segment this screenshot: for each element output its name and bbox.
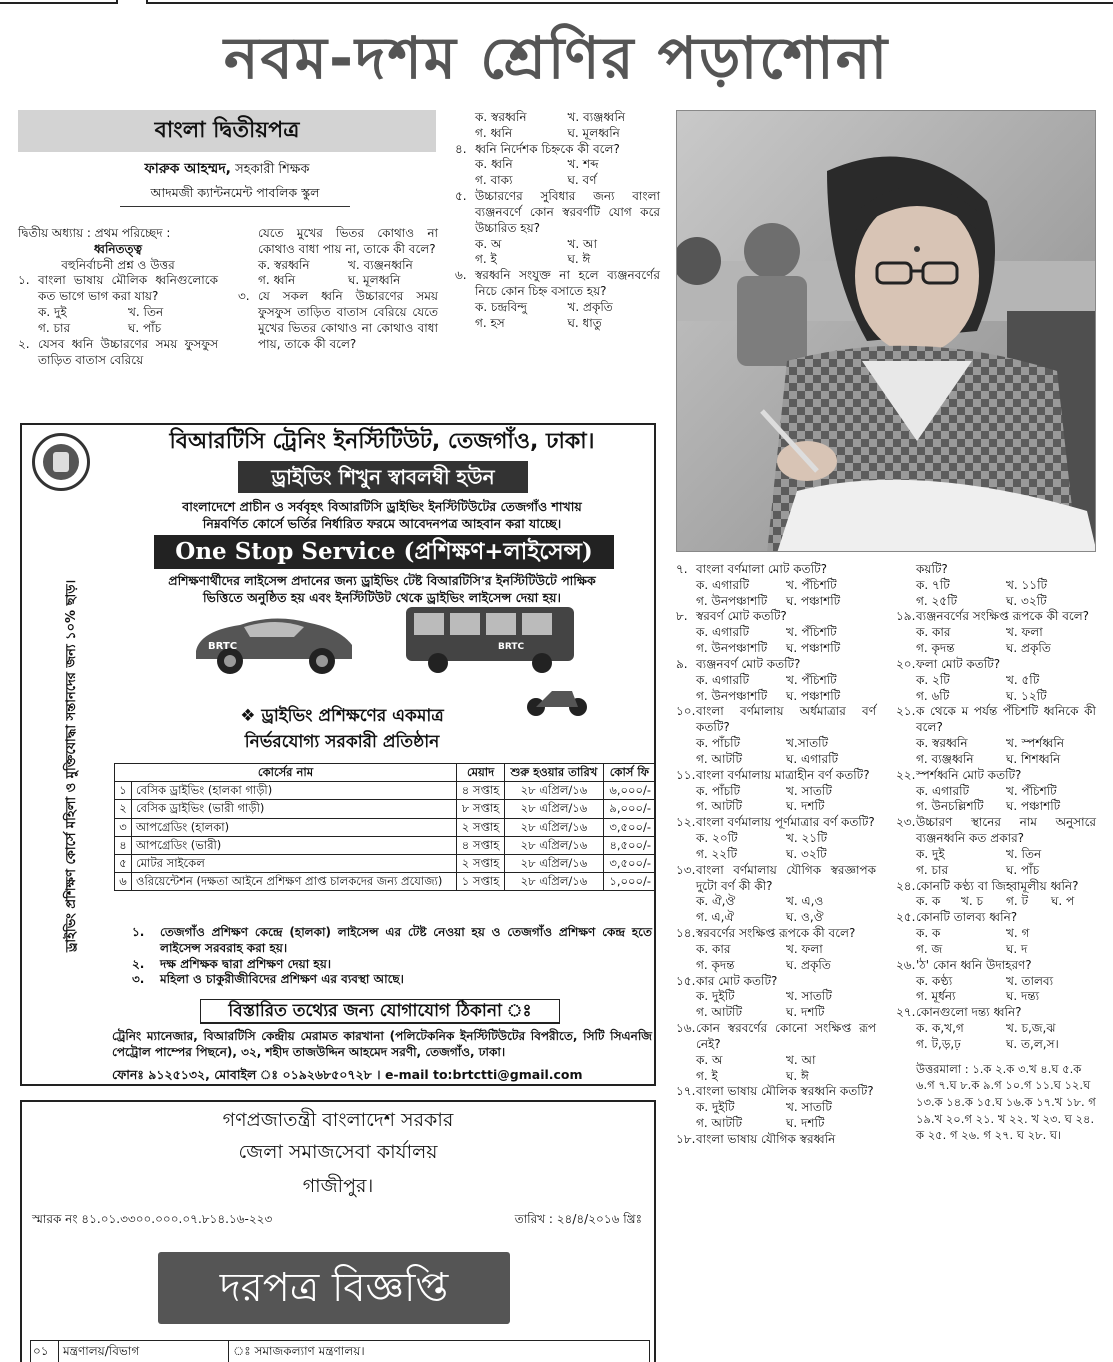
table-row — [115, 782, 656, 800]
question-number: ১৩. — [676, 862, 696, 877]
answer-option: গ. ই — [696, 1068, 718, 1083]
answer-option: ক. পাঁচটি — [696, 783, 741, 798]
answer-option: গ. চার — [38, 320, 71, 335]
answer-option: গ. আটটি — [696, 799, 743, 814]
answer-option: গ. ট — [1006, 894, 1029, 909]
course-start-date: ২৮ এপ্রিল/১৬ — [505, 800, 604, 818]
answer-option: ঘ. মূলধ্বনি — [567, 125, 620, 140]
answer-option: ঘ. ত,ল,স। — [1006, 1036, 1059, 1051]
question-number: ৮. — [676, 609, 688, 624]
question-text: উচ্চারণের সুবিধার জন্য বাংলা ব্যঞ্জনবর্ণে কোন স্বরবর্ণটি যোগ করে উচ্চারিত হয়? — [475, 189, 660, 235]
answer-option: গ. আটটি — [696, 751, 743, 766]
answer-option: ঘ. ঈ — [786, 1068, 809, 1083]
author-name: ফারুক আহম্মদ, — [144, 161, 231, 177]
answer-option: খ. চ — [961, 894, 983, 909]
question-text: কোনগুলো দন্ত্য ধ্বনি? — [916, 1005, 1022, 1020]
course-start-date: ২৮ এপ্রিল/১৬ — [505, 818, 604, 836]
course-name: ওরিয়েন্টেশন (দক্ষতা আইনে প্রশিক্ষণ প্রাপ্ত চালকদের জন্য প্রযোজ্য) — [131, 873, 456, 891]
question-text: স্বরবর্ণের সংক্ষিপ্ত রূপকে কী বলে? — [696, 926, 856, 941]
page-masthead: নবম-দশম শ্রেণির পড়াশোনা — [223, 24, 890, 92]
answer-option: গ. ব্যঞ্জধ্বনি — [916, 751, 974, 766]
answer-option: ঘ. পঞ্চাশটি — [1006, 799, 1061, 814]
table-row — [115, 818, 656, 836]
answer-option: খ. প্রকৃতি — [567, 299, 613, 314]
answer-option: গ. হস — [475, 315, 505, 330]
question-text: ক থেকে ম পর্যন্ত পঁচিশটি ধ্বনিকে কী বলে? — [916, 704, 1096, 735]
question-number: ২৫. — [896, 910, 916, 925]
author-school: আদমজী ক্যান্টনমেন্ট পাবলিক স্কুল — [120, 185, 350, 207]
answer-option: গ. এ,ঐ — [696, 910, 735, 925]
row-number: ৪ — [115, 836, 132, 854]
answer-option: ঘ. ৩২টি — [786, 846, 827, 861]
answer-option: ক. কার — [696, 941, 731, 956]
answer-option: ঘ. দ — [1006, 941, 1028, 956]
question-number: ১. — [18, 273, 30, 288]
question-item — [896, 910, 1096, 957]
answer-option: ক. এগারটি — [696, 577, 750, 592]
answer-key: উত্তরমালা : ১.ক ২.ক ৩.খ ৪.ঘ ৫.ক ৬.গ ৭.ঘ ৮.ক ৯.গ ১০.গ ১১.ঘ ১২.ঘ ১৩.ক ১৪.ক ১৫.ঘ ১৬.ক ১৭.খ ১৮. গ ১৯.খ ২০.গ ২১. খ ২২. খ ২৩. ঘ ২৪. ক ২৫. গ ২৬. গ ২৭. ঘ ২৮. ঘ। — [916, 1061, 1096, 1143]
question-number: ৭. — [676, 562, 688, 576]
answer-option: গ. উনপঞ্চাশটি — [696, 593, 768, 608]
question-number: ৫. — [455, 189, 467, 204]
answer-option: ঘ. প্রকৃতি — [786, 957, 831, 972]
reliable-line-1: ❖ ড্রাইভিং প্রশিক্ষণের একমাত্র — [240, 706, 444, 726]
answer-option: ক. দুইটি — [696, 989, 735, 1004]
answer-option: গ. মূর্ধন্য — [916, 989, 956, 1004]
notice-date: তারিখ : ২৪/৪/২০১৬ খ্রিঃ — [514, 1212, 642, 1226]
question-text: স্পর্শধ্বনি মোট কতটি? — [916, 767, 1022, 782]
answer-option: খ. ১১টি — [1006, 577, 1048, 592]
contact-phone-email: ফোনঃ ৯১২৫১৩২, মোবাইল ঃ ০১৯২৬৮৫০৭২৮ । e-mail to:brtctti@gmail.com — [112, 1067, 583, 1082]
note-text: তেজগাঁও প্রশিক্ষণ কেন্দ্রে (হালকা) লাইসেন্স এর টেষ্ট নেওয়া হয় ও তেজগাঁও প্রশিক্ষণ কেন্দ্র হতে লাইসেন্স সরবরাহ করা হয়। — [160, 925, 652, 955]
answer-option: খ. তিন — [1006, 846, 1042, 861]
answer-option: খ. তালব্য — [1006, 973, 1054, 988]
answer-option: ঘ. ঈ — [567, 252, 591, 267]
answer-option: ক. চন্দ্রবিন্দু — [475, 299, 527, 314]
answer-option: খ. ৫টি — [1006, 672, 1040, 687]
answer-option: খ. সাতটি — [786, 1100, 832, 1115]
question-item — [676, 1084, 876, 1131]
question-item — [676, 657, 876, 704]
answer-option: গ. ৬টি — [916, 688, 950, 703]
question-text: যে সকল ধ্বনি উচ্চারণের সময় ফুসফুস তাড়িত বাতাস বেরিয়ে যেতে মুখের ভিতর কোথাও না কোথাও বাধা পায়, তাকে কী বলে? — [258, 289, 438, 351]
answer-option: গ. ধ্বনি — [258, 273, 296, 288]
question-column-4 — [676, 562, 876, 1148]
answer-option: গ. ২২টি — [696, 846, 738, 861]
question-text: কোনটি তালব্য ধ্বনি? — [916, 910, 1018, 925]
question-text: উচ্চারণ স্থানের নাম অনুসারে ব্যঞ্জনধ্বনি কত প্রকার? — [916, 815, 1096, 846]
course-name: বেসিক ড্রাইভিং (ভারী গাড়ী) — [131, 800, 456, 818]
subject-title: বাংলা দ্বিতীয়পত্র — [18, 110, 436, 152]
answer-option: খ. পঁচিশটি — [786, 672, 837, 687]
question-text: বাংলা বর্ণমালায় অর্ধমাত্রার বর্ণ কতটি? — [696, 704, 876, 735]
answer-option: ক. দুইটি — [696, 1100, 735, 1115]
answer-option: গ. বাক্য — [475, 173, 513, 188]
question-column-1 — [18, 226, 218, 368]
question-number: ২৭. — [896, 1005, 916, 1020]
answer-option: ঘ. ১২টি — [1006, 688, 1047, 703]
answer-option: ঘ. বর্ণ — [567, 173, 597, 188]
course-name: মোটর সাইকেল — [131, 854, 456, 872]
course-fee: ৩,৫০০/- — [603, 818, 655, 836]
question-text: বাংলা বর্ণমালায় পূর্ণমাত্রার বর্ণ কতটি? — [696, 815, 875, 830]
answer-option: ক. কার — [916, 625, 951, 640]
answer-option: খ. চ,জ,ঝ — [1006, 1021, 1056, 1036]
answer-option: ক. অ — [475, 236, 502, 251]
course-start-date: ২৮ এপ্রিল/১৬ — [505, 873, 604, 891]
answer-option: ঘ. মূলধ্বনি — [348, 273, 401, 288]
question-number: ১২. — [676, 815, 696, 830]
course-duration: ৮ সপ্তাহ — [457, 800, 505, 818]
question-text: কোনটি কণ্ঠ্য বা জিহ্বামূলীয় ধ্বনি? — [916, 878, 1079, 893]
ad-title: বিআরটিসি ট্রেনিং ইনস্টিটিউট, তেজগাঁও, ঢাকা। — [169, 429, 595, 454]
notice-district: গাজীপুর। — [302, 1175, 374, 1197]
car-brtc-label: BRTC — [208, 641, 238, 652]
question-item — [896, 704, 1096, 767]
question-number: ২০. — [896, 656, 916, 671]
col-header-duration: মেয়াদ — [457, 764, 505, 782]
course-duration: ২ সপ্তাহ — [457, 818, 505, 836]
answer-option: ঘ. ৩২টি — [1006, 593, 1047, 608]
student-writing-photo — [676, 110, 1096, 552]
answer-option: খ. ব্যঞ্জধ্বনি — [567, 110, 626, 124]
question-text: স্বরবর্ণ মোট কতটি? — [696, 609, 787, 624]
question-continuation: যেতে মুখের ভিতর কোথাও না কোথাও বাধা পায় না, তাকে কী বলে? — [258, 226, 438, 256]
answer-option: ক. ধ্বনি — [475, 157, 513, 172]
question-item — [676, 926, 876, 973]
answer-option: খ. পঁচিশটি — [1006, 783, 1057, 798]
question-number: ২৪. — [896, 878, 916, 893]
course-table — [114, 763, 656, 891]
answer-option: ঘ. ও,ঔ — [786, 910, 824, 925]
answer-option: ক. ক — [916, 894, 941, 909]
question-item — [676, 704, 876, 767]
question-item — [676, 863, 876, 926]
question-item — [896, 815, 1096, 878]
answer-option: ক. দুই — [916, 846, 945, 861]
course-name: আপগ্রেডিং (ভারী) — [131, 836, 456, 854]
list-item — [132, 972, 652, 988]
row-number: ৩ — [115, 818, 132, 836]
course-duration: ২ সপ্তাহ — [457, 854, 505, 872]
question-item — [896, 609, 1096, 656]
answer-option: ঘ. দন্ত্য — [1006, 989, 1040, 1004]
question-item — [676, 768, 876, 815]
answer-option: ঘ. পঞ্চাশটি — [786, 641, 841, 656]
question-text: বাংলা ভাষায় যৌগিক স্বরধ্বনি — [696, 1131, 836, 1146]
question-number: ৬. — [455, 268, 467, 283]
question-number: ১৪. — [676, 926, 696, 941]
bus-brtc-label: BRTC — [498, 642, 525, 652]
tender-notice — [20, 1100, 656, 1362]
answer-option: ঘ. দশটি — [786, 1115, 825, 1130]
question-number: ৯. — [676, 656, 688, 671]
question-text: যেসব ধ্বনি উচ্চারণের সময় ফুসফুস তাড়িত বাতাস বেরিয়ে — [38, 336, 218, 367]
course-fee: ৪,৫০০/- — [603, 836, 655, 854]
answer-option: খ. গ — [1006, 926, 1030, 941]
question-number: ১০. — [676, 704, 696, 719]
note-text: দক্ষ প্রশিক্ষক দ্বারা প্রশিক্ষণ দেয়া হয়। — [160, 956, 332, 971]
question-number: ৩. — [238, 289, 250, 304]
contact-heading: বিস্তারিত তথ্যের জন্য যোগাযোগ ঠিকানা ঃ — [200, 999, 560, 1024]
table-row — [115, 800, 656, 818]
course-fee: ৬,০০০/- — [603, 782, 655, 800]
answer-option: ক. পাঁচটি — [696, 736, 741, 751]
one-stop-service-banner: One Stop Service (প্রশিক্ষণ+লাইসেন্স) — [154, 535, 614, 569]
question-text: ধ্বনি নির্দেশক চিহ্নকে কী বলে? — [475, 141, 620, 156]
question-number: ২৬. — [896, 957, 916, 972]
question-number: ৪. — [455, 141, 467, 156]
question-text: বাংলা বর্ণমালায় মাত্রাহীন বর্ণ কতটি? — [696, 767, 870, 782]
tender-banner: দরপত্র বিজ্ঞপ্তি — [158, 1252, 510, 1324]
question-text: ব্যঞ্জনবর্ণ মোট কতটি? — [696, 656, 801, 671]
question-text: বাংলা বর্ণমালা মোট কতটি? — [696, 562, 827, 576]
question-item — [896, 768, 1096, 815]
author-designation: সহকারী শিক্ষক — [231, 162, 310, 177]
answer-option: ক. ২টি — [916, 672, 950, 687]
answer-option: ঘ. পঞ্চাশটি — [786, 688, 841, 703]
row-number: ০১ — [31, 1341, 59, 1362]
answer-option: ক. ক,খ,গ — [916, 1021, 964, 1036]
col-header-course: কোর্সের নাম — [115, 764, 457, 782]
chapter-line: দ্বিতীয় অধ্যায় : প্রথম পরিচ্ছেদ : — [18, 226, 171, 240]
question-text: বাংলা ভাষায় মৌলিক ধ্বনিগুলোকে কত ভাগে ভাগ করা যায়? — [38, 273, 218, 304]
question-item — [676, 815, 876, 862]
answer-option: ক. এগারটি — [696, 625, 750, 640]
question-text: কোন স্বরবর্ণের কোনো সংক্ষিপ্ত রূপ নেই? — [696, 1021, 876, 1051]
question-text: স্বরধ্বনি সংযুক্ত না হলে ব্যঞ্জনবর্ণের নিচে কোন চিহ্ন বসাতে হয়? — [475, 268, 660, 299]
question-number: ১৯. — [896, 609, 916, 624]
answer-option: গ. ২৫টি — [916, 593, 958, 608]
car-illustration — [190, 605, 358, 677]
answer-option: খ. স্পর্শধ্বনি — [1006, 736, 1065, 751]
course-duration: ৪ সপ্তাহ — [457, 782, 505, 800]
answer-option: গ. উনপঞ্চাশটি — [696, 688, 768, 703]
table-row — [115, 854, 656, 872]
answer-option: ক. ৭টি — [916, 577, 950, 592]
course-start-date: ২৮ এপ্রিল/১৬ — [505, 836, 604, 854]
answer-option: গ. উনচল্লিশটি — [916, 799, 984, 814]
question-number: ১১. — [676, 767, 696, 782]
answer-option: গ. আটটি — [696, 1115, 743, 1130]
answer-option: খ. ফলা — [786, 941, 823, 956]
question-item — [676, 562, 876, 609]
question-item — [238, 289, 438, 352]
top-rule — [0, 0, 1113, 8]
contact-address: ট্রেনিং ম্যানেজার, বিআরটিসি কেন্দ্রীয় মেরামত কারখানা (পলিটেকনিক ইনস্টিটিউটের বিপরীতে, সিটি সিএনজি পেট্রোল পাম্পের পিছনে), ৩২, শহীদ তাজউদ্দিন আহমেদ সরণী, তেজগাঁও, ঢাকা। — [112, 1029, 652, 1059]
row-number: ৫ — [115, 854, 132, 872]
question-continuation: কয়টি? — [916, 562, 948, 576]
question-item — [18, 337, 218, 369]
row-number: ৬ — [115, 873, 132, 891]
question-item — [896, 879, 1096, 911]
answer-option: ক. ক — [916, 926, 941, 941]
question-number: ২৩. — [896, 815, 916, 830]
notice-memo: স্মারক নং ৪১.০১.৩৩০০.০০০.০৭.৮১৪.১৬-২২৩ — [32, 1212, 273, 1226]
row-number: ২ — [115, 800, 132, 818]
row-number: ১ — [115, 782, 132, 800]
answer-option: ক. কণ্ঠ্য — [916, 973, 953, 988]
table-row — [115, 873, 656, 891]
chapter-topic: ধ্বনিতত্ত্ব — [93, 241, 143, 256]
answer-option: খ. আ — [567, 236, 598, 251]
question-item — [455, 268, 660, 331]
note-text: মহিলা ও চাকুরীজীবিদের প্রশিক্ষণ এর ব্যবস্থা আছে। — [160, 972, 404, 987]
question-number: ২১. — [896, 704, 916, 719]
brtc-advertisement — [20, 423, 656, 1086]
answer-option: ক. স্বরধ্বনি — [916, 736, 968, 751]
answer-option: ঘ. শিশধ্বনি — [1006, 751, 1061, 766]
col-header-start-date: শুরু হওয়ার তারিখ — [505, 764, 604, 782]
answer-option: ঘ. প্রকৃতি — [1006, 641, 1051, 656]
ad-intro: বাংলাদেশে প্রাচীন ও সর্ববৃহৎ বিআরটিসি ড্রাইভিং ইনস্টিটিউটের তেজগাঁও শাখায় নিম্নবর্ণিত কোর্সে ভর্তির নির্ধারিত ফরমে আবেদনপত্র আহবান করা যাচ্ছে। — [182, 499, 582, 531]
answer-option: ঘ. ধাতু — [567, 315, 602, 330]
answer-option: গ. ই — [475, 252, 497, 267]
course-fee: ১,০০০/- — [603, 873, 655, 891]
question-text: বাংলা বর্ণমালায় যৌগিক স্বরজ্ঞাপক দুটো বর্ণ কী কী? — [696, 862, 876, 893]
answer-option: ঘ. পাঁচ — [1006, 862, 1040, 877]
answer-option: খ. ফলা — [1006, 625, 1043, 640]
answer-option: ক. এগারটি — [916, 783, 970, 798]
note-number: ৩. — [132, 972, 145, 987]
list-item — [132, 925, 652, 957]
reliable-line-2: নির্ভরযোগ্য সরকারী প্রতিষ্ঠান — [244, 732, 440, 752]
answer-option: ক. দুই — [38, 305, 67, 320]
answer-option: ঘ. প — [1051, 894, 1075, 909]
course-fee: ৩,৫০০/- — [603, 854, 655, 872]
question-column-5 — [896, 562, 1096, 1144]
chapter-subtitle: বহুনির্বাচনী প্রশ্ন ও উত্তর — [61, 257, 175, 272]
course-duration: ৪ সপ্তাহ — [457, 836, 505, 854]
answer-option: গ. কৃদন্ত — [916, 641, 955, 656]
ad-slogan: ড্রাইভিং শিখুন স্বাবলম্বী হউন — [238, 461, 528, 493]
question-column-3 — [455, 110, 660, 332]
question-text: কার মোট কতটি? — [696, 973, 778, 988]
question-text: বাংলা ভাষায় মৌলিক স্বরধ্বনি কতটি? — [696, 1084, 874, 1099]
note-number: ১. — [132, 925, 145, 939]
author-line — [18, 160, 436, 178]
question-item — [676, 974, 876, 1021]
answer-option: খ. সাতটি — [786, 783, 832, 798]
discount-vertical-text: ড্রাইভিং প্রশিক্ষণ কোর্সে মহিলা ও মুক্তিযোদ্ধা সন্তানদের জন্য ১০% ছাড়। — [64, 579, 79, 953]
answer-option: ক. ঐ,ঔ — [696, 894, 736, 909]
answer-option: গ. কৃদন্ত — [696, 957, 735, 972]
answer-option: খ.সাতটি — [786, 736, 829, 751]
question-item — [896, 1005, 1096, 1052]
row-label: মন্ত্রণালয়/বিভাগ — [59, 1341, 229, 1362]
answer-option: ক. অ — [696, 1052, 723, 1067]
question-item — [676, 1132, 876, 1148]
question-item — [676, 1021, 876, 1084]
question-number: ১৮. — [676, 1131, 696, 1146]
answer-option: ঘ. দশটি — [786, 1005, 825, 1020]
question-text: ব্যঞ্জনবর্ণের সংক্ষিপ্ত রূপকে কী বলে? — [916, 609, 1090, 624]
answer-option: ঘ. পঞ্চাশটি — [786, 593, 841, 608]
list-item — [132, 957, 652, 973]
course-duration: ১ সপ্তাহ — [457, 873, 505, 891]
question-item — [896, 958, 1096, 1005]
notice-govt: গণপ্রজাতন্ত্রী বাংলাদেশ সরকার — [222, 1109, 454, 1131]
answer-option: খ. শব্দ — [567, 157, 599, 172]
course-fee: ৯,০০০/- — [603, 800, 655, 818]
course-start-date: ২৮ এপ্রিল/১৬ — [505, 854, 604, 872]
answer-option: ঘ. এগারটি — [786, 751, 839, 766]
bus-illustration — [402, 601, 578, 675]
note-number: ২. — [132, 956, 145, 971]
notice-office: জেলা সমাজসেবা কার্যালয় — [238, 1141, 438, 1163]
question-text: ফলা মোট কতটি? — [916, 656, 1001, 671]
question-number: ১৬. — [676, 1021, 696, 1036]
answer-option: ক. এগারটি — [696, 672, 750, 687]
question-item — [18, 273, 218, 336]
notice-row — [30, 1340, 650, 1362]
answer-option: খ. পঁচিশটি — [786, 577, 837, 592]
question-number: ২২. — [896, 767, 916, 782]
answer-option: খ. সাতটি — [786, 989, 832, 1004]
answer-option: খ. আ — [786, 1052, 816, 1067]
answer-option: গ. আটটি — [696, 1005, 743, 1020]
answer-option: ঘ. পাঁচ — [128, 320, 162, 335]
course-start-date: ২৮ এপ্রিল/১৬ — [505, 782, 604, 800]
answer-option: খ. এ,ও — [786, 894, 824, 909]
question-number: ১৭. — [676, 1084, 696, 1099]
question-number: ১৫. — [676, 973, 696, 988]
table-row — [115, 836, 656, 854]
question-item — [896, 657, 1096, 704]
answer-option: ক. স্বরধ্বনি — [475, 110, 527, 124]
answer-option: গ. চার — [916, 862, 949, 877]
answer-option: ক. ২০টি — [696, 831, 738, 846]
answer-option: গ. ধ্বনি — [475, 125, 513, 140]
answer-option: খ. পঁচিশটি — [786, 625, 837, 640]
course-name: বেসিক ড্রাইভিং (হালকা গাড়ী) — [131, 782, 456, 800]
question-number: ২. — [18, 336, 30, 351]
answer-option: ঘ. দশটি — [786, 799, 825, 814]
one-stop-description: প্রশিক্ষণার্থীদের লাইসেন্স প্রদানের জন্য ড্রাইভিং টেষ্ট বিআরটিসি'র ইনস্টিটিউটে পাক্ষিক ভিত্তিতে অনুষ্ঠিত হয় এবং ইনস্টিটিউট থেকে ড্রাইভিং লাইসেন্স দেয়া হয়। — [168, 573, 596, 605]
question-item — [676, 609, 876, 656]
question-column-2 — [238, 226, 438, 353]
col-header-fee: কোর্স ফি — [603, 764, 655, 782]
course-name: আপগ্রেডিং (হালকা) — [131, 818, 456, 836]
row-value: ঃ সমাজকল্যাণ মন্ত্রণালয়। — [233, 1344, 365, 1358]
answer-option: খ. ব্যঞ্জনধ্বনি — [348, 257, 413, 272]
answer-option: ক. স্বরধ্বনি — [258, 257, 310, 272]
answer-option: গ. জ — [916, 941, 943, 956]
ad-notes — [132, 925, 652, 988]
answer-option: গ. উনপঞ্চাশটি — [696, 641, 768, 656]
answer-option: গ. ট,ড়,ঢ় — [916, 1036, 961, 1051]
question-item — [455, 189, 660, 268]
answer-option: খ. তিন — [128, 305, 164, 320]
question-item — [455, 142, 660, 189]
answer-option: খ. ২১টি — [786, 831, 828, 846]
question-text: 'ঠ' কোন ধ্বনি উদাহরণ? — [916, 957, 1032, 972]
